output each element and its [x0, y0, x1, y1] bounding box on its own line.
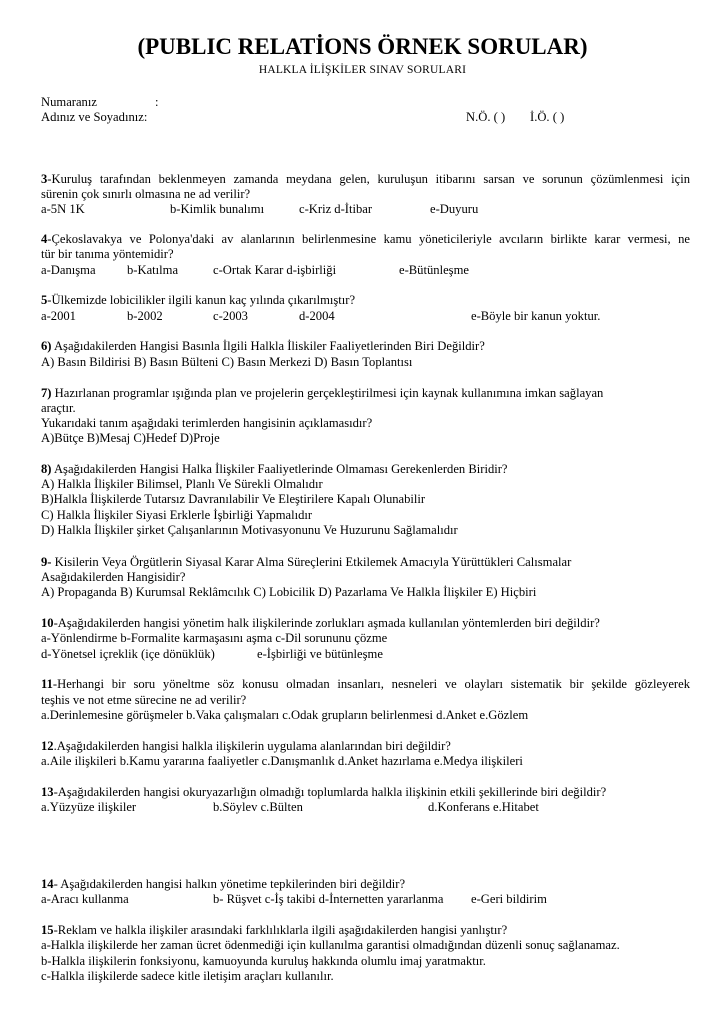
- question-8-option-a: A) Halkla İlişkiler Bilimsel, Planlı Ve Sürekli Olmalıdır: [41, 477, 323, 491]
- question-14-option-bcd: b- Rüşvet c-İş takibi d-İnternetten yararlanma: [213, 892, 444, 906]
- question-8-option-d: D) Halkla İlişkiler şirket Çalışanlarının Motivasyonunu Ve Huzurunu Sağlamalıdır: [41, 523, 458, 537]
- question-8-text: 8) Aşağıdakilerden Hangisi Halka İlişkiler Faaliyetlerinde Olmaması Gerekenlerden Biridir?: [41, 462, 508, 476]
- question-10-option-e: e-İşbirliği ve bütünleşme: [257, 647, 383, 661]
- question-8-option-c: C) Halkla İlişkiler Siyasi Erklerle İşbirliği Yapmalıdır: [41, 508, 313, 522]
- question-3-text: 3-Kuruluş tarafından beklenmeyen zamanda meydana gelen, kuruluşun itibarını sarsan ve sorunun çözümlenmesi için: [41, 172, 690, 186]
- question-10-option-d: d-Yönetsel içreklik (içe dönüklük): [41, 647, 215, 661]
- question-15-option-a: a-Halkla ilişkilerde her zaman ücret ödenmediği için kullanılma garantisi olmadığından düzenli sonuç sağlanamaz.: [41, 938, 620, 952]
- question-4-text-cont: tür bir tanıma yöntemidir?: [41, 247, 174, 261]
- question-7-options: A)Bütçe B)Mesaj C)Hedef D)Proje: [41, 431, 220, 445]
- question-5-option-d: d-2004: [299, 309, 335, 323]
- question-10-text: 10-Aşağıdakilerden hangisi yönetim halk ilişkilerinde zorlukları aşmada kullanılan yöntemlerden biri değildir?: [41, 616, 600, 630]
- question-5-option-b: b-2002: [127, 309, 163, 323]
- name-label: Adınız ve Soyadınız:: [41, 110, 148, 124]
- question-3-option-cd: c-Kriz d-İtibar: [299, 202, 373, 216]
- question-13-option-de: d.Konferans e.Hitabet: [428, 800, 539, 814]
- question-8-option-b: B)Halkla İlişkilerde Tutarsız Davranılabilir Ve Eleştirilere Kapalı Olunabilir: [41, 492, 426, 506]
- question-3-text-cont: sürenin çok sınırlı olmasına ne ad verilir?: [41, 187, 251, 201]
- question-14-option-e: e-Geri bildirim: [471, 892, 547, 906]
- question-9-text-cont: Asağıdakilerden Hangisidir?: [41, 570, 186, 584]
- question-4-text: 4-Çekoslavakya ve Polonya'daki av alanlarının belirlenmesine kamu yöneticileriyle avcıların birlikte karar vermesi, ne: [41, 232, 690, 246]
- question-6-options: A) Basın Bildirisi B) Basın Bülteni C) Basın Merkezi D) Basın Toplantısı: [41, 355, 413, 369]
- question-4-option-a: a-Danışma: [41, 263, 96, 277]
- question-5-option-e: e-Böyle bir kanun yoktur.: [471, 309, 601, 323]
- question-5-option-c: c-2003: [213, 309, 248, 323]
- question-3-option-e: e-Duyuru: [430, 202, 479, 216]
- question-14-text: 14- Aşağıdakilerden hangisi halkın yönetime tepkilerinden biri değildir?: [41, 877, 406, 891]
- page-subtitle: HALKLA İLİŞKİLER SINAV SORULARI: [258, 64, 467, 76]
- question-3-option-b: b-Kimlik bunalımı: [170, 202, 265, 216]
- number-label: Numaranız: [41, 95, 97, 109]
- question-14-option-a: a-Aracı kullanma: [41, 892, 129, 906]
- question-9-options: A) Propaganda B) Kurumsal Reklâmcılık C) Lobicilik D) Pazarlama Ve Halkla İlişkiler E) Hiçbiri: [41, 585, 537, 599]
- question-15-option-c: c-Halkla ilişkilerde sadece kitle iletişim araçları kullanılır.: [41, 969, 334, 983]
- question-10-options-abc: a-Yönlendirme b-Formalite karmaşasını aşma c-Dil sorununu çözme: [41, 631, 388, 645]
- question-15-option-b: b-Halkla ilişkilerin fonksiyonu, kamuoyunda kuruluş hakkında olumlu imaj yaratmaktır.: [41, 954, 486, 968]
- number-colon: :: [155, 95, 159, 109]
- question-11-options: a.Derinlemesine görüşmeler b.Vaka çalışmaları c.Odak grupların belirlenmesi d.Anket e.Gözlem: [41, 708, 529, 722]
- question-12-text: 12.Aşağıdakilerden hangisi halkla ilişkilerin uygulama alanlarından biri değildir?: [41, 739, 451, 753]
- question-13-option-bc: b.Söylev c.Bülten: [213, 800, 303, 814]
- page-title: (PUBLIC RELATİONS ÖRNEK SORULAR): [137, 34, 588, 59]
- question-11-text: 11-Herhangi bir soru yöneltme söz konusu olmadan insanları, nesneleri ve olayları sistematik bir şekilde gözleyerek: [41, 677, 690, 691]
- question-5-option-a: a-2001: [41, 309, 76, 323]
- question-6-text: 6) Aşağıdakilerden Hangisi Basınla İlgili Halkla İliskiler Faaliyetlerinden Biri Değildir?: [41, 339, 485, 353]
- question-4-option-e: e-Bütünleşme: [399, 263, 469, 277]
- daytime-education-checkbox: N.Ö. ( ): [466, 110, 506, 124]
- evening-education-checkbox: İ.Ö. ( ): [530, 110, 565, 124]
- question-11-text-cont: teşhis ve not etme sürecine ne ad verilir?: [41, 693, 247, 707]
- question-5-text: 5-Ülkemizde lobicilikler ilgili kanun kaç yılında çıkarılmıştır?: [41, 293, 356, 307]
- question-12-options: a.Aile ilişkileri b.Kamu yararına faaliyetler c.Danışmanlık d.Anket hazırlama e.Medya ilişkileri: [41, 754, 523, 768]
- question-3-option-a: a-5N 1K: [41, 202, 85, 216]
- question-15-text: 15-Reklam ve halkla ilişkiler arasındaki farklılıklarla ilgili aşağıdakilerden hangisi yanlıştır?: [41, 923, 508, 937]
- question-13-option-a: a.Yüzyüze ilişkiler: [41, 800, 137, 814]
- question-4-option-b: b-Katılma: [127, 263, 179, 277]
- question-7-text: 7) Hazırlanan programlar ışığında plan ve projelerin gerçekleştirilmesi için kaynak kullanımına imkan sağlayan: [41, 386, 604, 400]
- question-7-prompt: Yukarıdaki tanım aşağıdaki terimlerden hangisinin açıklamasıdır?: [41, 416, 373, 430]
- question-4-option-cd: c-Ortak Karar d-işbirliği: [213, 263, 337, 277]
- question-7-text-cont: araçtır.: [41, 401, 76, 415]
- question-13-text: 13-Aşağıdakilerden hangisi okuryazarlığın olmadığı toplumlarda halkla ilişkinin etkili şekillerinde biri değildir?: [41, 785, 607, 799]
- question-9-text: 9- Kisilerin Veya Örgütlerin Siyasal Karar Alma Süreçlerini Etkilemek Amacıyla Yürüttükleri Calısmalar: [41, 555, 572, 569]
